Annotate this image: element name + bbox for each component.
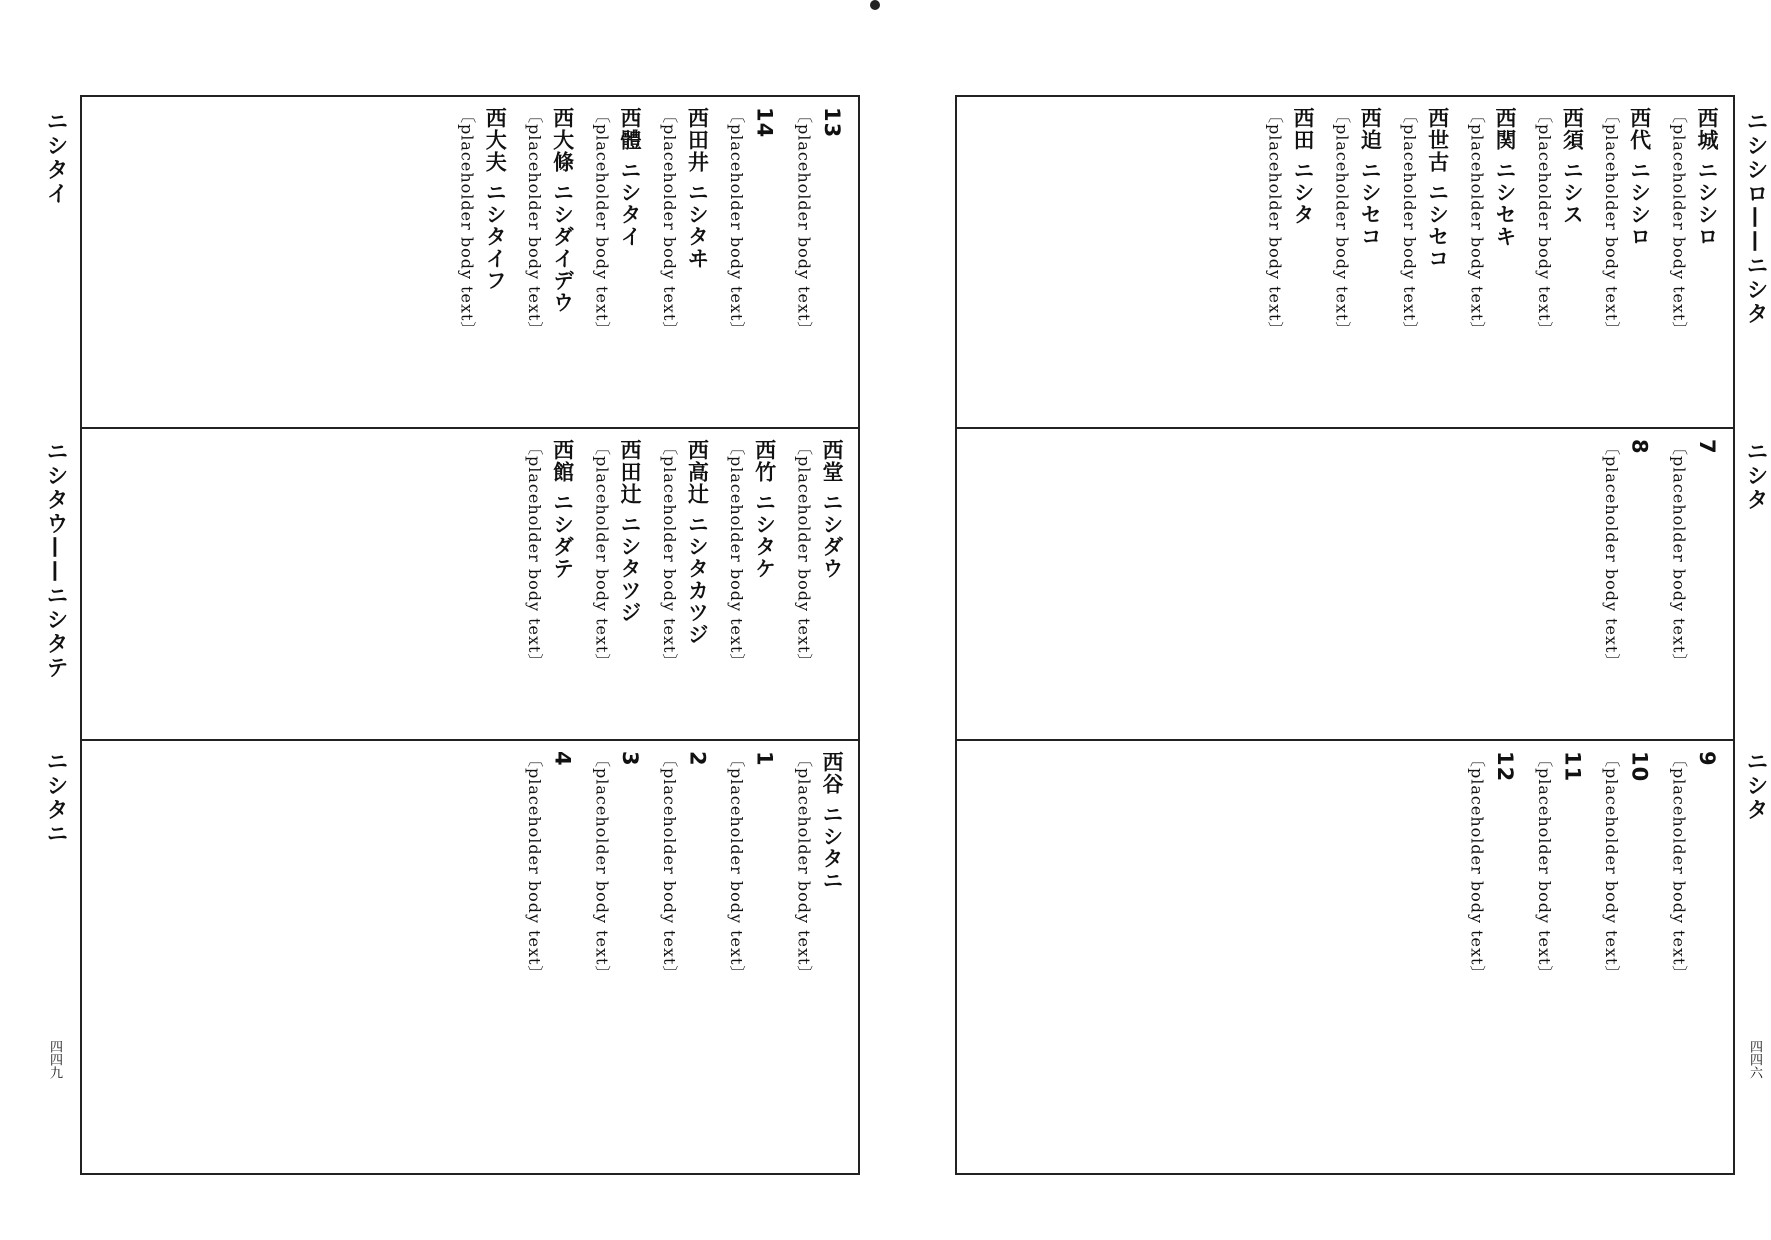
entry-headword: 西代 ニシシロ — [1627, 107, 1652, 248]
dictionary-entry — [1666, 107, 1723, 417]
entry-headword: 西迫 ニシセコ — [1358, 107, 1383, 248]
dictionary-entry — [521, 439, 578, 729]
entry-body: 〔placeholder body text〕 — [592, 107, 612, 339]
dictionary-entry — [1262, 107, 1319, 417]
entry-body: 〔placeholder body text〕 — [1467, 107, 1487, 339]
entry-body: 〔placeholder body text〕 — [525, 751, 545, 983]
entry-body: 〔placeholder body text〕 — [1534, 751, 1554, 983]
entry-body: 〔placeholder body text〕 — [727, 107, 747, 339]
entry-headword: 西城 ニシシロ — [1695, 107, 1719, 248]
dictionary-entry — [1464, 751, 1521, 1165]
entry-body: 〔placeholder body text〕 — [1265, 107, 1285, 339]
dictionary-entry — [1531, 107, 1588, 417]
entry-headword: 7 — [1695, 439, 1719, 455]
entry-body: 〔placeholder body text〕 — [1534, 107, 1554, 339]
dictionary-entry — [723, 751, 780, 1165]
dictionary-entry — [1396, 107, 1453, 417]
entry-body: 〔placeholder body text〕 — [1332, 107, 1352, 339]
page-number: 四四六 — [1747, 1040, 1762, 1079]
entry-body: 〔placeholder body text〕 — [1669, 439, 1689, 671]
right-band-1 — [957, 97, 1733, 427]
dictionary-entry — [589, 107, 646, 417]
entry-body: 〔placeholder body text〕 — [659, 107, 679, 339]
dictionary-entry — [589, 751, 646, 1165]
entry-body: 〔placeholder body text〕 — [794, 751, 814, 983]
binding-mark — [870, 0, 880, 10]
entry-body: 〔placeholder body text〕 — [1602, 751, 1622, 983]
dictionary-entry — [1598, 107, 1655, 417]
dictionary-entry — [656, 751, 713, 1165]
entry-body: 〔placeholder body text〕 — [592, 751, 612, 983]
dictionary-entry — [1531, 751, 1588, 1165]
left-band-2 — [82, 429, 858, 739]
right-band-2 — [957, 429, 1733, 739]
entry-headword: 西世古 ニシセコ — [1425, 107, 1450, 270]
entry-headword: 3 — [617, 751, 642, 767]
entry-headword: 11 — [1560, 751, 1585, 783]
right-band-3 — [957, 741, 1733, 1175]
entry-body: 〔placeholder body text〕 — [1602, 107, 1622, 339]
entry-body: 〔placeholder body text〕 — [659, 751, 679, 983]
entry-headword: 8 — [1627, 439, 1652, 455]
dictionary-entry — [723, 107, 780, 417]
left-band-3 — [82, 741, 858, 1175]
entry-body: 〔placeholder body text〕 — [1467, 751, 1487, 983]
entry-body: 〔placeholder body text〕 — [727, 751, 747, 983]
entry-headword: 4 — [550, 751, 575, 767]
dictionary-entry — [656, 107, 713, 417]
running-head: ニシタ — [1743, 440, 1768, 512]
entry-headword: 西田 ニシタ — [1290, 107, 1315, 226]
dictionary-entry — [1464, 107, 1521, 417]
dictionary-entry — [791, 751, 848, 1165]
entry-headword: 西須 ニシス — [1560, 107, 1585, 226]
left-page — [80, 95, 860, 1175]
dictionary-entry — [1329, 107, 1386, 417]
entry-body: 〔placeholder body text〕 — [457, 107, 477, 339]
running-head: ニシタイ — [43, 110, 68, 206]
entry-headword: 西田井 ニシタヰ — [685, 107, 710, 270]
entry-headword: 西大夫 ニシタイフ — [483, 107, 508, 292]
entry-headword: 9 — [1695, 751, 1719, 767]
entry-body: 〔placeholder body text〕 — [727, 439, 747, 671]
entry-body: 〔placeholder body text〕 — [794, 439, 814, 671]
entry-headword: 14 — [752, 107, 777, 139]
right-page — [955, 95, 1735, 1175]
dictionary-entry — [791, 107, 848, 417]
dictionary-entry — [521, 751, 578, 1165]
entry-body: 〔placeholder body text〕 — [659, 439, 679, 671]
entry-headword: 西體 ニシタイ — [617, 107, 642, 248]
running-head: ニシシロ——ニシタ — [1743, 110, 1768, 326]
dictionary-entry — [1598, 439, 1655, 729]
running-head: ニシタウ——ニシタテ — [43, 440, 68, 680]
dictionary-entry — [454, 107, 511, 417]
entry-body: 〔placeholder body text〕 — [525, 439, 545, 671]
entry-body: 〔placeholder body text〕 — [1400, 107, 1420, 339]
entry-headword: 西谷 ニシタニ — [820, 751, 844, 892]
dictionary-entry — [656, 439, 713, 729]
dictionary-entry — [1666, 439, 1723, 729]
entry-body: 〔placeholder body text〕 — [525, 107, 545, 339]
running-head: ニシタニ — [43, 750, 68, 846]
running-head: ニシタ — [1743, 750, 1768, 822]
dictionary-entry — [1666, 751, 1723, 1165]
dictionary-entry — [589, 439, 646, 729]
entry-body: 〔placeholder body text〕 — [794, 107, 814, 339]
entry-body: 〔placeholder body text〕 — [592, 439, 612, 671]
entry-headword: 西大條 ニシダイデウ — [550, 107, 575, 314]
entry-headword: 西竹 ニシタケ — [752, 439, 777, 580]
dictionary-entry — [1598, 751, 1655, 1165]
entry-headword: 西館 ニシダテ — [550, 439, 575, 580]
entry-headword: 西高辻 ニシタカツジ — [685, 439, 710, 646]
dictionary-entry — [723, 439, 780, 729]
entry-headword: 1 — [752, 751, 777, 767]
entry-headword: 西田辻 ニシタツジ — [617, 439, 642, 624]
entry-headword: 13 — [820, 107, 844, 139]
entry-headword: 10 — [1627, 751, 1652, 783]
entry-headword: 西関 ニシセキ — [1492, 107, 1517, 248]
entry-headword: 西堂 ニシダウ — [820, 439, 844, 580]
entry-headword: 12 — [1492, 751, 1517, 783]
page-number: 四四九 — [47, 1040, 62, 1079]
entry-body: 〔placeholder body text〕 — [1669, 107, 1689, 339]
entry-body: 〔placeholder body text〕 — [1669, 751, 1689, 983]
entry-headword: 2 — [685, 751, 710, 767]
dictionary-entry — [791, 439, 848, 729]
left-band-1 — [82, 97, 858, 427]
entry-body: 〔placeholder body text〕 — [1602, 439, 1622, 671]
dictionary-entry — [521, 107, 578, 417]
